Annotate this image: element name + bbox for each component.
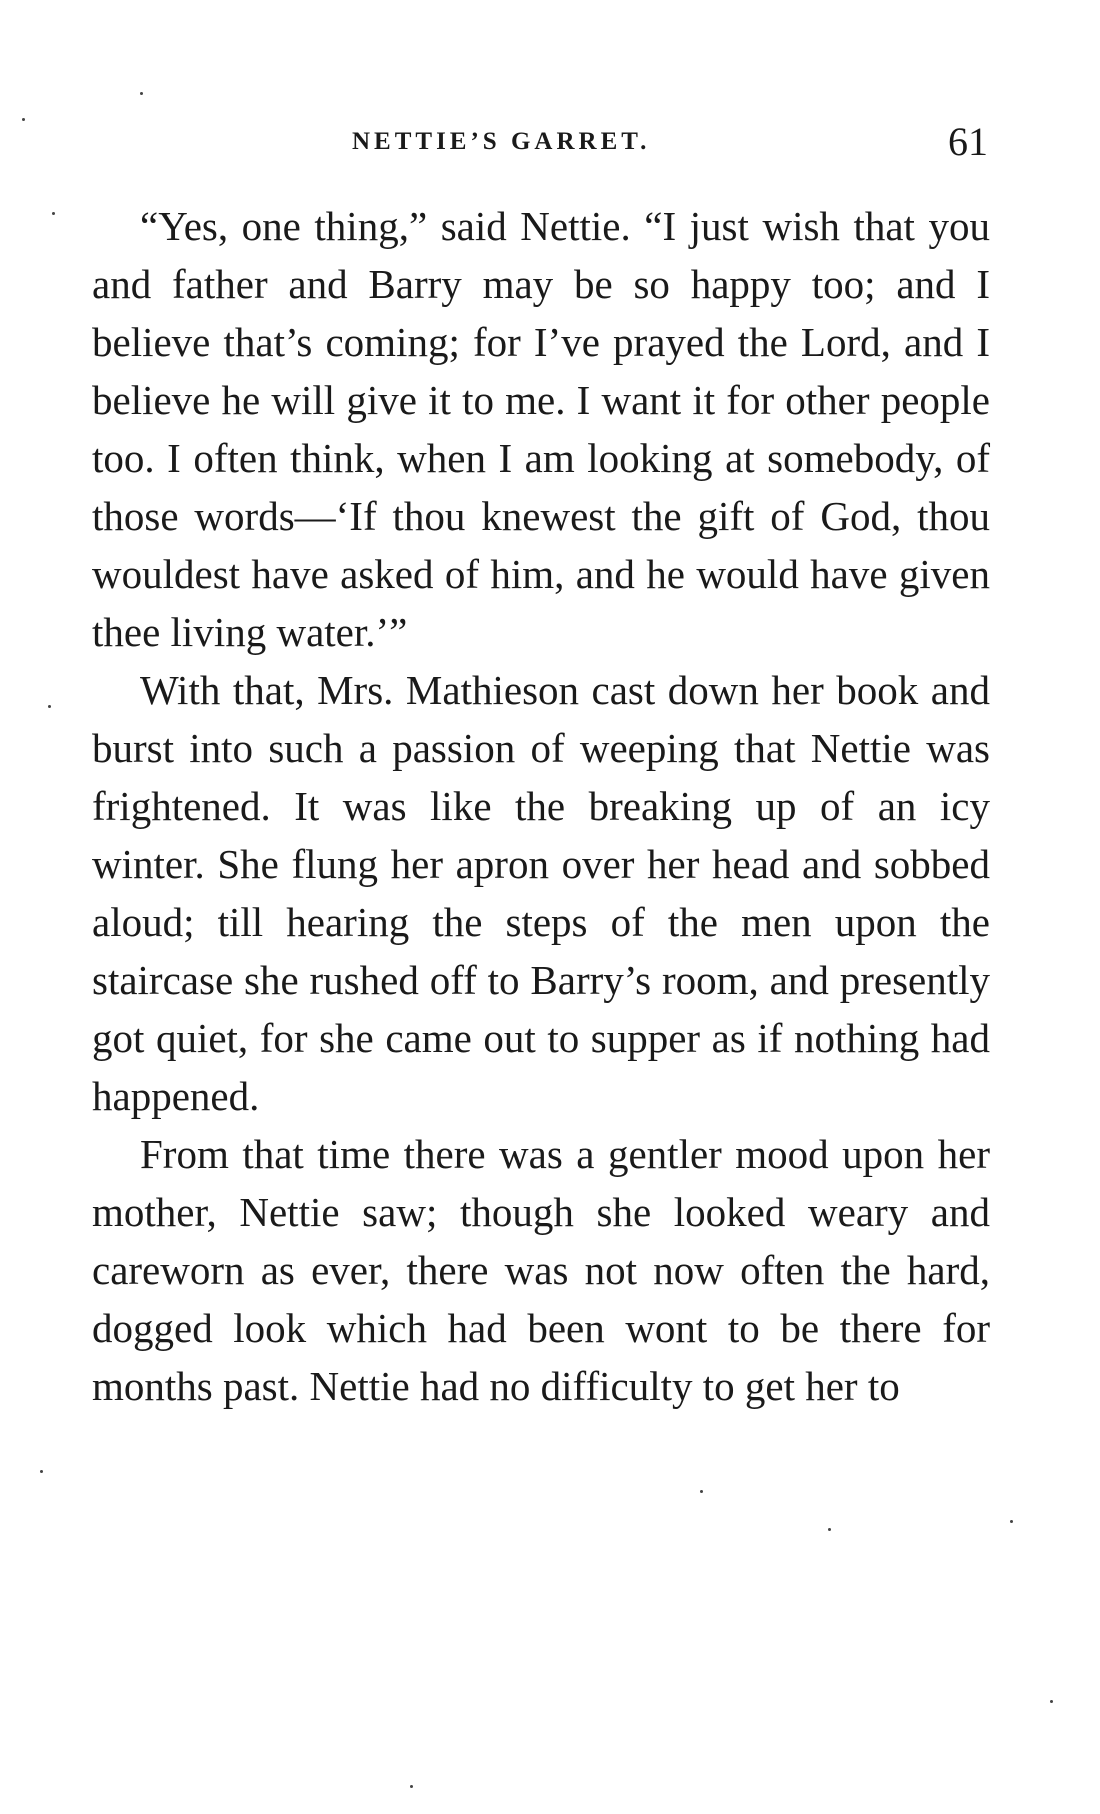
scan-speck bbox=[410, 1785, 413, 1788]
body-text bbox=[92, 197, 990, 1415]
scan-speck bbox=[22, 118, 25, 121]
scan-speck bbox=[140, 92, 143, 95]
scan-speck bbox=[52, 212, 55, 215]
scan-speck bbox=[828, 1528, 831, 1531]
page-number: 61 bbox=[948, 119, 988, 164]
scan-speck bbox=[1050, 1700, 1053, 1703]
running-head bbox=[0, 118, 1100, 168]
scan-speck bbox=[40, 1470, 43, 1473]
scan-speck bbox=[700, 1490, 703, 1493]
paragraph-1: “Yes, one thing,” said Nettie. “I just wish that you and father and Barry may be so happy too; and I believe that’s coming; for I’ve prayed the Lord, and I believe he will give it to me. I want it for other people too. I often think, when I am looking at somebody, of those words—‘If thou knewest the gift of God, thou wouldest have asked of him, and he would have given thee living water.’” bbox=[92, 203, 990, 655]
scan-speck bbox=[1010, 1520, 1013, 1523]
scan-speck bbox=[48, 705, 51, 708]
paragraph-3: From that time there was a gentler mood upon her mother, Nettie saw; though she looked weary and careworn as ever, there was not now often the hard, dogged look which had been wont to be there for months past. Nettie had no difficulty to get her to bbox=[92, 1131, 990, 1409]
paragraph-2: With that, Mrs. Mathieson cast down her book and burst into such a passion of weeping that Nettie was frightened. It was like the breaking up of an icy winter. She flung her apron over her head and sobbed aloud; till hearing the steps of the men upon the staircase she rushed off to Barry’s room, and presently got quiet, for she came out to supper as if nothing had happened. bbox=[92, 667, 990, 1119]
running-title: NETTIE’S GARRET. bbox=[352, 128, 651, 155]
